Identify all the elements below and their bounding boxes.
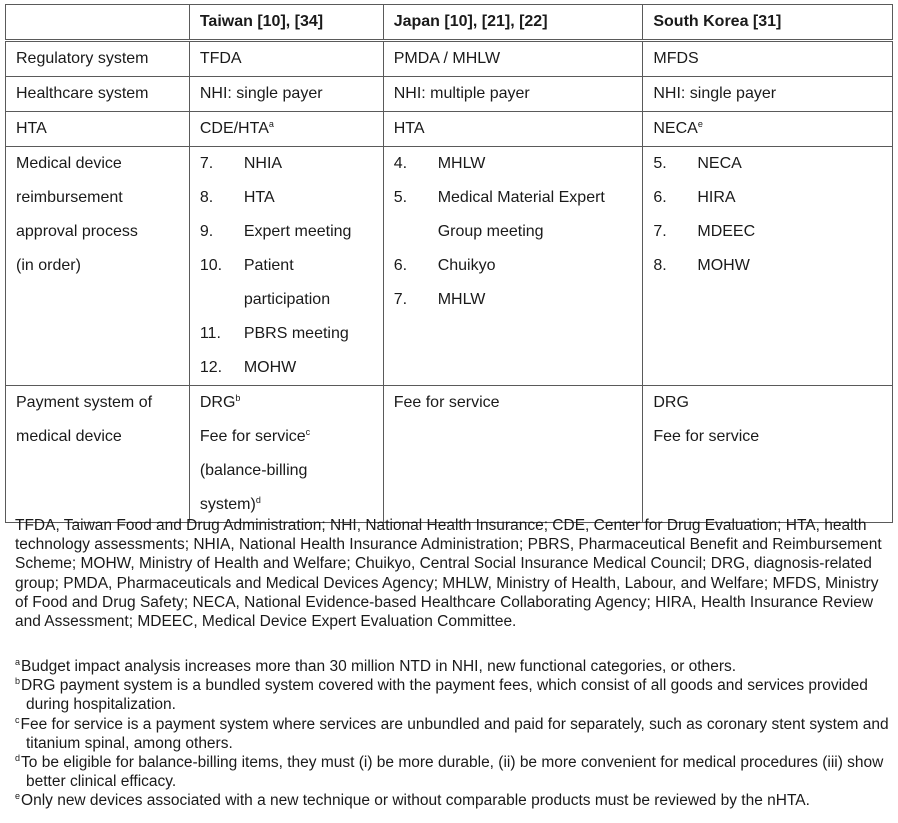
header-row [6,5,893,41]
header-japan: Japan [10], [21], [22] [383,5,643,41]
label-line: reimbursement [16,189,123,206]
payment-line [200,420,373,454]
process-step [653,147,882,181]
label-line: medical device [16,428,122,445]
step-text: Patient participation [243,257,331,308]
row-healthcare-system [6,77,893,112]
header-taiwan: Taiwan [10], [34] [189,5,383,41]
process-step [394,249,633,283]
footnote-mark: b [15,676,21,687]
footnote-ref: b [235,393,241,403]
row-label: Healthcare system [6,77,190,112]
cell-south-korea: MFDS [643,41,893,77]
process-step [653,181,882,215]
cell-text: CDE/HTA [199,120,269,137]
step-text: MHLW [437,291,486,308]
footnote-d [15,753,895,791]
step-text: NHIA [243,155,283,172]
header-empty [6,5,190,41]
row-label: HTA [6,112,190,147]
cell-text: system) [199,496,256,513]
cell-japan: PMDA / MHLW [383,41,643,77]
step-number: 12. [199,359,223,376]
process-step [200,181,373,215]
cell-taiwan [189,112,383,147]
label-line: (in order) [16,257,81,274]
process-step [200,351,373,385]
label-line: Medical device [16,155,122,172]
step-text: MOHW [697,257,750,274]
cell-japan: HTA [383,112,643,147]
footnote-text: Fee for service is a payment system where services are unbundled and paid for separately, such as coronary stent system and titanium spinal, among others. [20,715,889,752]
cell-south-korea [643,112,893,147]
step-text: MOHW [243,359,297,376]
cell-japan [383,147,643,386]
process-step [394,181,633,249]
footnote-text: Budget impact analysis increases more than 30 million NTD in NHI, new functional categories, or others. [21,658,737,675]
step-text: HIRA [697,189,736,206]
footnote-mark: c [15,714,20,725]
header-south-korea: South Korea [31] [643,5,893,41]
process-step [653,215,882,249]
process-step [394,147,633,181]
payment-line: DRG [653,394,689,411]
footnote-ref: d [255,495,261,505]
row-approval-process [6,147,893,386]
cell-japan: NHI: multiple payer [383,77,643,112]
step-number: 5. [653,155,667,172]
footnote-mark: a [15,657,21,667]
step-number: 11. [199,325,221,342]
cell-text: NECA [653,120,698,137]
row-label: Regulatory system [6,41,190,77]
step-number: 5. [393,189,408,206]
footnote-mark: e [15,791,21,802]
cell-text: Fee for service [199,428,306,445]
footnote-a [15,657,895,676]
process-step [200,249,373,317]
comparison-table [5,4,893,523]
cell-south-korea: NHI: single payer [643,77,893,112]
step-text: Chuikyo [437,257,496,274]
row-regulatory-system [6,41,893,77]
process-step [200,215,373,249]
payment-line: Fee for service [653,428,760,445]
step-text: Medical Material Expert Group meeting [437,189,605,240]
step-number: 7. [393,291,408,308]
footnotes-list [15,657,895,811]
footnote-text: DRG payment system is a bundled system covered with the payment fees, which consist of all goods and services provided during hospitalization. [21,677,868,714]
step-number: 6. [653,189,667,206]
row-label [6,386,190,523]
footnote-mark: d [15,753,21,764]
label-line: Payment system of [16,394,153,411]
cell-text: DRG [199,394,236,411]
cell-taiwan [189,386,383,523]
row-hta [6,112,893,147]
process-step [394,283,633,317]
abbreviations-note: TFDA, Taiwan Food and Drug Administration; NHI, National Health Insurance; CDE, Center for Drug Evaluation; HTA, health technology assessments; NHIA, National Health Insurance Administration; PBRS, Pharmaceutical Benefit and Reimbursement Scheme; MOHW, Ministry of Health and Welfare; Chuikyo, Central Social Insurance Medical Council; DRG, diagnosis-related group; PMDA, Pharmaceuticals and Medical Devices Agency; MHLW, Ministry of Health, Labour, and Welfare; MFDS, Ministry of Food and Drug Safety; NECA, National Evidence-based Healthcare Collaborating Agency; HIRA, Health Insurance Review and Assessment; MDEEC, Medical Device Expert Evaluation Committee. [15,517,882,631]
footnote-b [15,676,895,714]
footnote-ref: a [268,119,274,129]
step-text: PBRS meeting [243,325,349,342]
row-label [6,147,190,386]
step-number: 7. [199,155,214,172]
payment-line [200,386,373,420]
footnote-text: Only new devices associated with a new technique or without comparable products must be reviewed by the nHTA. [21,792,810,810]
cell-south-korea [643,386,893,523]
process-step [200,147,373,181]
cell-taiwan: TFDA [189,41,383,77]
cell-japan: Fee for service [383,386,643,523]
label-line: approval process [16,223,138,240]
step-number: 9. [199,223,214,240]
process-step [200,317,373,351]
step-number: 7. [653,223,667,240]
step-text: MHLW [437,155,486,172]
footnote-ref: e [697,119,703,129]
process-step [653,249,882,283]
payment-line: (balance-billing [199,462,308,479]
step-number: 4. [393,155,408,172]
step-text: NECA [697,155,742,172]
step-number: 6. [393,257,408,274]
cell-south-korea [643,147,893,386]
footnote-e [15,791,895,810]
footnote-text: To be eligible for balance-billing items, they must (i) be more durable, (ii) be more convenient for medical procedures (iii) show better clinical efficacy. [21,754,884,791]
step-text: HTA [243,189,275,206]
step-number: 8. [199,189,214,206]
row-payment-system [6,386,893,523]
step-number: 10. [199,257,223,274]
cell-taiwan: NHI: single payer [189,77,383,112]
step-text: MDEEC [697,223,756,240]
cell-taiwan [189,147,383,386]
step-text: Expert meeting [243,223,352,240]
footnote-c [15,715,895,753]
footnote-ref: c [305,427,311,437]
step-number: 8. [653,257,667,274]
